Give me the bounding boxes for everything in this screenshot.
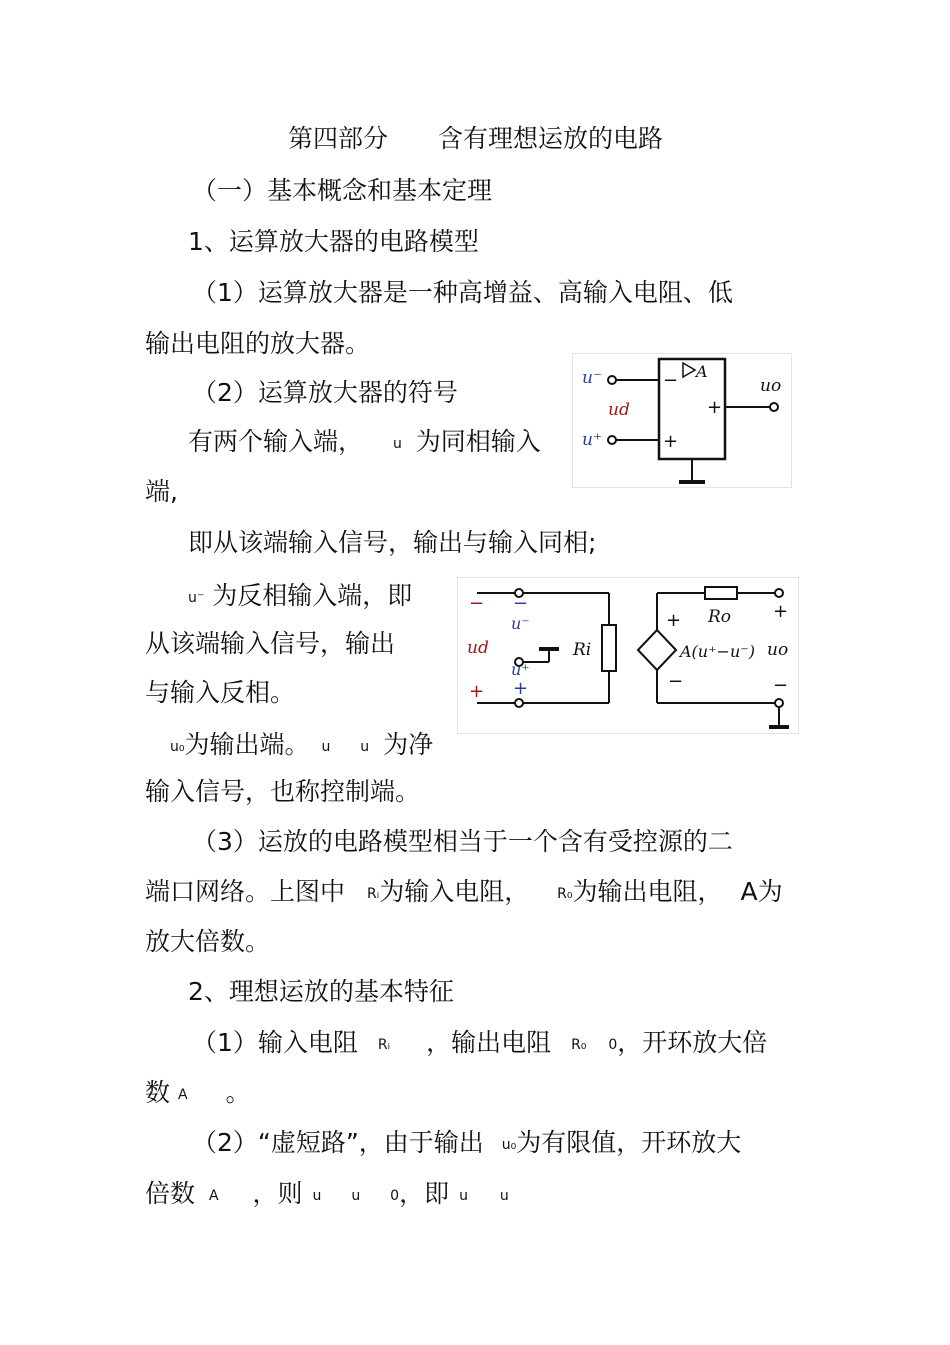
terminal xyxy=(775,699,783,707)
paragraph-line xyxy=(170,729,433,763)
paragraph-line: 放大倍数。 xyxy=(145,927,271,956)
terminal-u-minus xyxy=(608,376,616,384)
terminal-uo xyxy=(770,403,778,411)
text-run: （2）“虚短路”，由于输出 xyxy=(192,1128,484,1157)
terminal xyxy=(515,699,523,707)
plus-sign: + xyxy=(773,601,789,622)
symbol-u: u xyxy=(392,436,402,452)
symbol-u: u xyxy=(312,1188,322,1204)
terminal xyxy=(775,589,783,597)
text-run: 端口网络。上图中 xyxy=(145,877,346,906)
resistor-ro xyxy=(705,587,737,599)
label-u-plus: u⁺ xyxy=(511,660,530,679)
section-heading: （一）基本概念和基本定理 xyxy=(192,176,493,205)
label-source: A(u⁺−u⁻) xyxy=(680,642,755,661)
subsection-heading: 1、运算放大器的电路模型 xyxy=(188,227,479,256)
paragraph-line: 从该端输入信号，输出 xyxy=(145,629,396,658)
plus-sign: + xyxy=(707,397,723,418)
label-u-minus: u⁻ xyxy=(582,368,602,388)
paragraph-line: （1）运算放大器是一种高增益、高输入电阻、低 xyxy=(192,278,733,307)
page-title: 第四部分 含有理想运放的电路 xyxy=(288,124,664,153)
label-ud: ud xyxy=(467,638,489,658)
text-run: 为有限值，开环放大 xyxy=(516,1128,742,1157)
subsection-heading: 2、理想运放的基本特征 xyxy=(188,977,454,1006)
paragraph-line: （2）运算放大器的符号 xyxy=(192,378,458,407)
plus-sign: + xyxy=(663,431,679,452)
paragraph-line xyxy=(188,580,412,614)
label-u-plus: u⁺ xyxy=(582,430,602,450)
label-ud: ud xyxy=(608,400,630,420)
symbol-u: u xyxy=(321,739,331,755)
text-run: 。 xyxy=(225,1078,251,1107)
symbol-ro: R₀ xyxy=(571,1037,587,1053)
gain-label: A xyxy=(696,362,708,381)
symbol-uo: u₀ xyxy=(501,1137,517,1153)
minus-sign: − xyxy=(513,593,529,614)
symbol-ro: R₀ xyxy=(557,886,573,902)
terminal-u-plus xyxy=(608,436,616,444)
minus-sign: − xyxy=(668,671,684,692)
paragraph-line: 输出电阻的放大器。 xyxy=(145,329,371,358)
text-run: 为净 xyxy=(383,730,434,759)
text-run: 为输出端。 xyxy=(184,730,310,759)
paragraph-line xyxy=(145,1178,509,1212)
text-run: （1）输入电阻 xyxy=(192,1028,358,1057)
plus-sign: + xyxy=(469,681,485,702)
text-run: 为 xyxy=(757,877,783,906)
opamp-model-figure xyxy=(457,577,799,734)
text-run: 有两个输入端， xyxy=(188,427,364,456)
text-run: ，则 xyxy=(252,1179,303,1208)
symbol-u: u xyxy=(351,1188,361,1204)
minus-sign: − xyxy=(663,370,679,391)
label-ro: Ro xyxy=(708,607,732,627)
paragraph-line xyxy=(145,1077,251,1111)
paragraph-line: 即从该端输入信号，输出与输入同相; xyxy=(188,528,597,557)
text-run: 为反相输入端，即 xyxy=(212,581,413,610)
text-run: 为输入电阻， xyxy=(379,877,530,906)
paragraph-line xyxy=(192,1027,767,1061)
label-u-minus: u⁻ xyxy=(511,614,530,633)
text-run: 为同相输入 xyxy=(415,427,541,456)
paragraph-line xyxy=(192,1127,741,1161)
label-uo: uo xyxy=(767,640,789,660)
symbol-a: A xyxy=(208,1188,219,1204)
symbol-uo: u₀ xyxy=(170,739,185,755)
paragraph-line xyxy=(188,426,541,460)
symbol-a: A xyxy=(177,1087,188,1103)
paragraph-line xyxy=(145,876,783,910)
text-run: 数 xyxy=(145,1078,171,1107)
resistor-ri xyxy=(602,625,616,671)
symbol-ri: Rᵢ xyxy=(366,886,380,902)
symbol-ri: Rᵢ xyxy=(377,1037,391,1053)
paragraph-line: （3）运放的电路模型相当于一个含有受控源的二 xyxy=(192,827,733,856)
minus-sign: − xyxy=(469,593,485,614)
text-run: 倍数 xyxy=(145,1179,196,1208)
plus-sign: + xyxy=(666,610,682,631)
symbol-zero: 0 xyxy=(608,1037,618,1053)
text-run: 为输出电阻， xyxy=(572,877,723,906)
paragraph-line: 端, xyxy=(145,477,178,506)
text-run: ，开环放大倍 xyxy=(617,1028,768,1057)
symbol-zero: 0 xyxy=(390,1188,400,1204)
paragraph-line: 输入信号，也称控制端。 xyxy=(145,777,421,806)
symbol-u: u xyxy=(360,739,370,755)
text-run: ，即 xyxy=(399,1179,450,1208)
symbol-u-minus: u⁻ xyxy=(188,590,205,606)
symbol-a: A xyxy=(740,877,758,906)
text-run: ，输出电阻 xyxy=(426,1028,552,1057)
symbol-u: u xyxy=(499,1188,509,1204)
symbol-u: u xyxy=(459,1188,468,1204)
opamp-symbol-figure xyxy=(572,353,792,488)
label-uo: uo xyxy=(760,376,782,396)
plus-sign: + xyxy=(513,678,529,699)
label-ri: Ri xyxy=(573,640,592,660)
paragraph-line: 与输入反相。 xyxy=(145,678,296,707)
minus-sign: − xyxy=(773,675,789,696)
